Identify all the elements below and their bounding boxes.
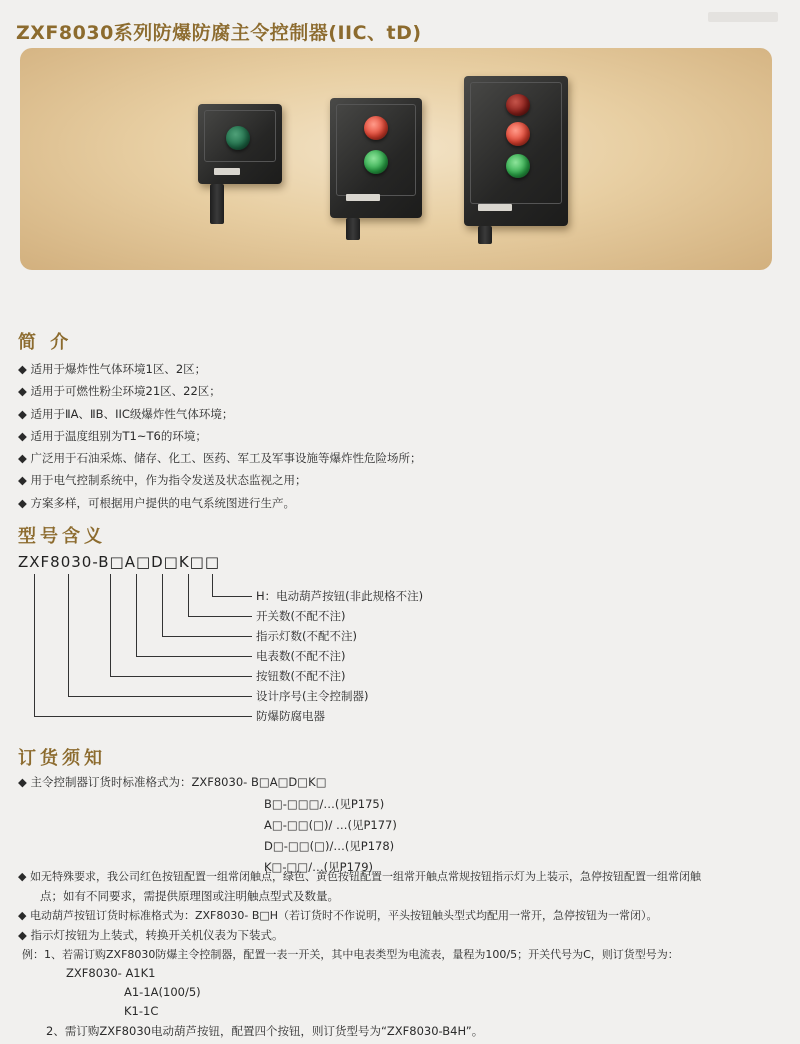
list-item: ◆ 适用于温度组别为T1~T6的环境； xyxy=(18,428,207,443)
model-label-h: H：电动葫芦按钮(非此规格不注) xyxy=(256,589,424,603)
order-example-1-a: A1-1A(100/5) xyxy=(124,985,201,999)
cable-gland xyxy=(346,218,360,240)
order-note-mounting: ◆ 指示灯按钮为上装式，转换开关机仪表为下装式。 xyxy=(18,928,284,942)
order-example-1-code: ZXF8030- A1K1 xyxy=(66,966,156,980)
cable-gland xyxy=(210,184,224,224)
control-box-triple xyxy=(464,76,568,226)
order-format-b: B□-□□□/…(见P175) xyxy=(264,797,385,811)
list-item: ◆ 适用于ⅡA、ⅡB、IIC级爆炸性气体环境； xyxy=(18,406,234,421)
order-note-contacts: ◆ 如无特殊要求，我公司红色按钮配置一组常闭触点，绿色、黄色按钮配置一组常开触点常规按钮指示灯为上装示，急停按钮配置一组常闭触 xyxy=(18,870,701,883)
red-button-icon xyxy=(364,116,388,140)
list-item: ◆ 适用于可燃性粉尘环境21区、22区； xyxy=(18,384,221,399)
order-example-2: 2、需订购ZXF8030电动葫芦按钮，配置四个按钮，则订货型号为“ZXF8030-B4H”。 xyxy=(46,1024,484,1038)
order-format-line: ◆ 主令控制器订货时标准格式为：ZXF8030- B□A□D□K□ xyxy=(18,775,327,789)
order-note-contacts-cont: 点；如有不同要求，需提供原理图或注明触点型式及数量。 xyxy=(40,889,339,903)
list-item: ◆ 适用于爆炸性气体环境1区、2区； xyxy=(18,362,207,376)
section-heading-order: 订货须知 xyxy=(18,748,106,769)
green-button-icon xyxy=(364,150,388,174)
control-box-double xyxy=(330,98,422,218)
model-label-switch: 开关数(不配不注) xyxy=(256,609,346,623)
list-item: ◆ 方案多样，可根据用户提供的电气系统图进行生产。 xyxy=(18,495,295,510)
corner-mark xyxy=(708,12,778,22)
cable-gland xyxy=(478,226,492,244)
model-code: ZXF8030-B□A□D□K□□ xyxy=(18,553,221,571)
green-button-icon xyxy=(506,154,530,178)
page-title: ZXF8030系列防爆防腐主令控制器(IIC、tD) xyxy=(16,22,422,44)
order-example-1-k: K1-1C xyxy=(124,1004,159,1018)
model-label-type: 防爆防腐电器 xyxy=(256,709,325,723)
model-label-design: 设计序号(主令控制器) xyxy=(256,689,369,703)
model-label-meter: 电表数(不配不注) xyxy=(256,649,346,663)
list-item: ◆ 用于电气控制系统中，作为指令发送及状态监视之用； xyxy=(18,473,307,488)
list-item: ◆ 广泛用于石油采炼、储存、化工、医药、军工及军事设施等爆炸性危险场所； xyxy=(18,451,422,466)
intro-list xyxy=(18,358,422,514)
order-format-a: A□-□□(□)/ …(见P177) xyxy=(264,818,397,832)
order-format-k: K□-□□/…(见P179) xyxy=(264,860,374,874)
order-note-hoist: ◆ 电动葫芦按钮订货时标准格式为：ZXF8030- B□H（若订货时不作说明，平头按钮触头型式均配用一常开，急停按钮为一常闭）。 xyxy=(18,909,658,922)
order-example-1: 例：1、若需订购ZXF8030防爆主令控制器，配置一表一开关，其中电表类型为电流表，量程为100/5；开关代号为C，则订货型号为： xyxy=(22,948,679,961)
order-format-d: D□-□□(□)/…(见P178) xyxy=(264,839,395,853)
model-label-button: 按钮数(不配不注) xyxy=(256,669,346,683)
red-button-icon xyxy=(506,122,530,146)
section-heading-intro: 简 介 xyxy=(18,332,73,353)
section-heading-model: 型号含义 xyxy=(18,526,106,547)
model-label-indicator: 指示灯数(不配不注) xyxy=(256,629,357,643)
product-photo-banner xyxy=(20,48,772,270)
green-button-icon xyxy=(226,126,250,150)
red-button-icon xyxy=(506,94,530,116)
control-box-single xyxy=(198,104,282,184)
